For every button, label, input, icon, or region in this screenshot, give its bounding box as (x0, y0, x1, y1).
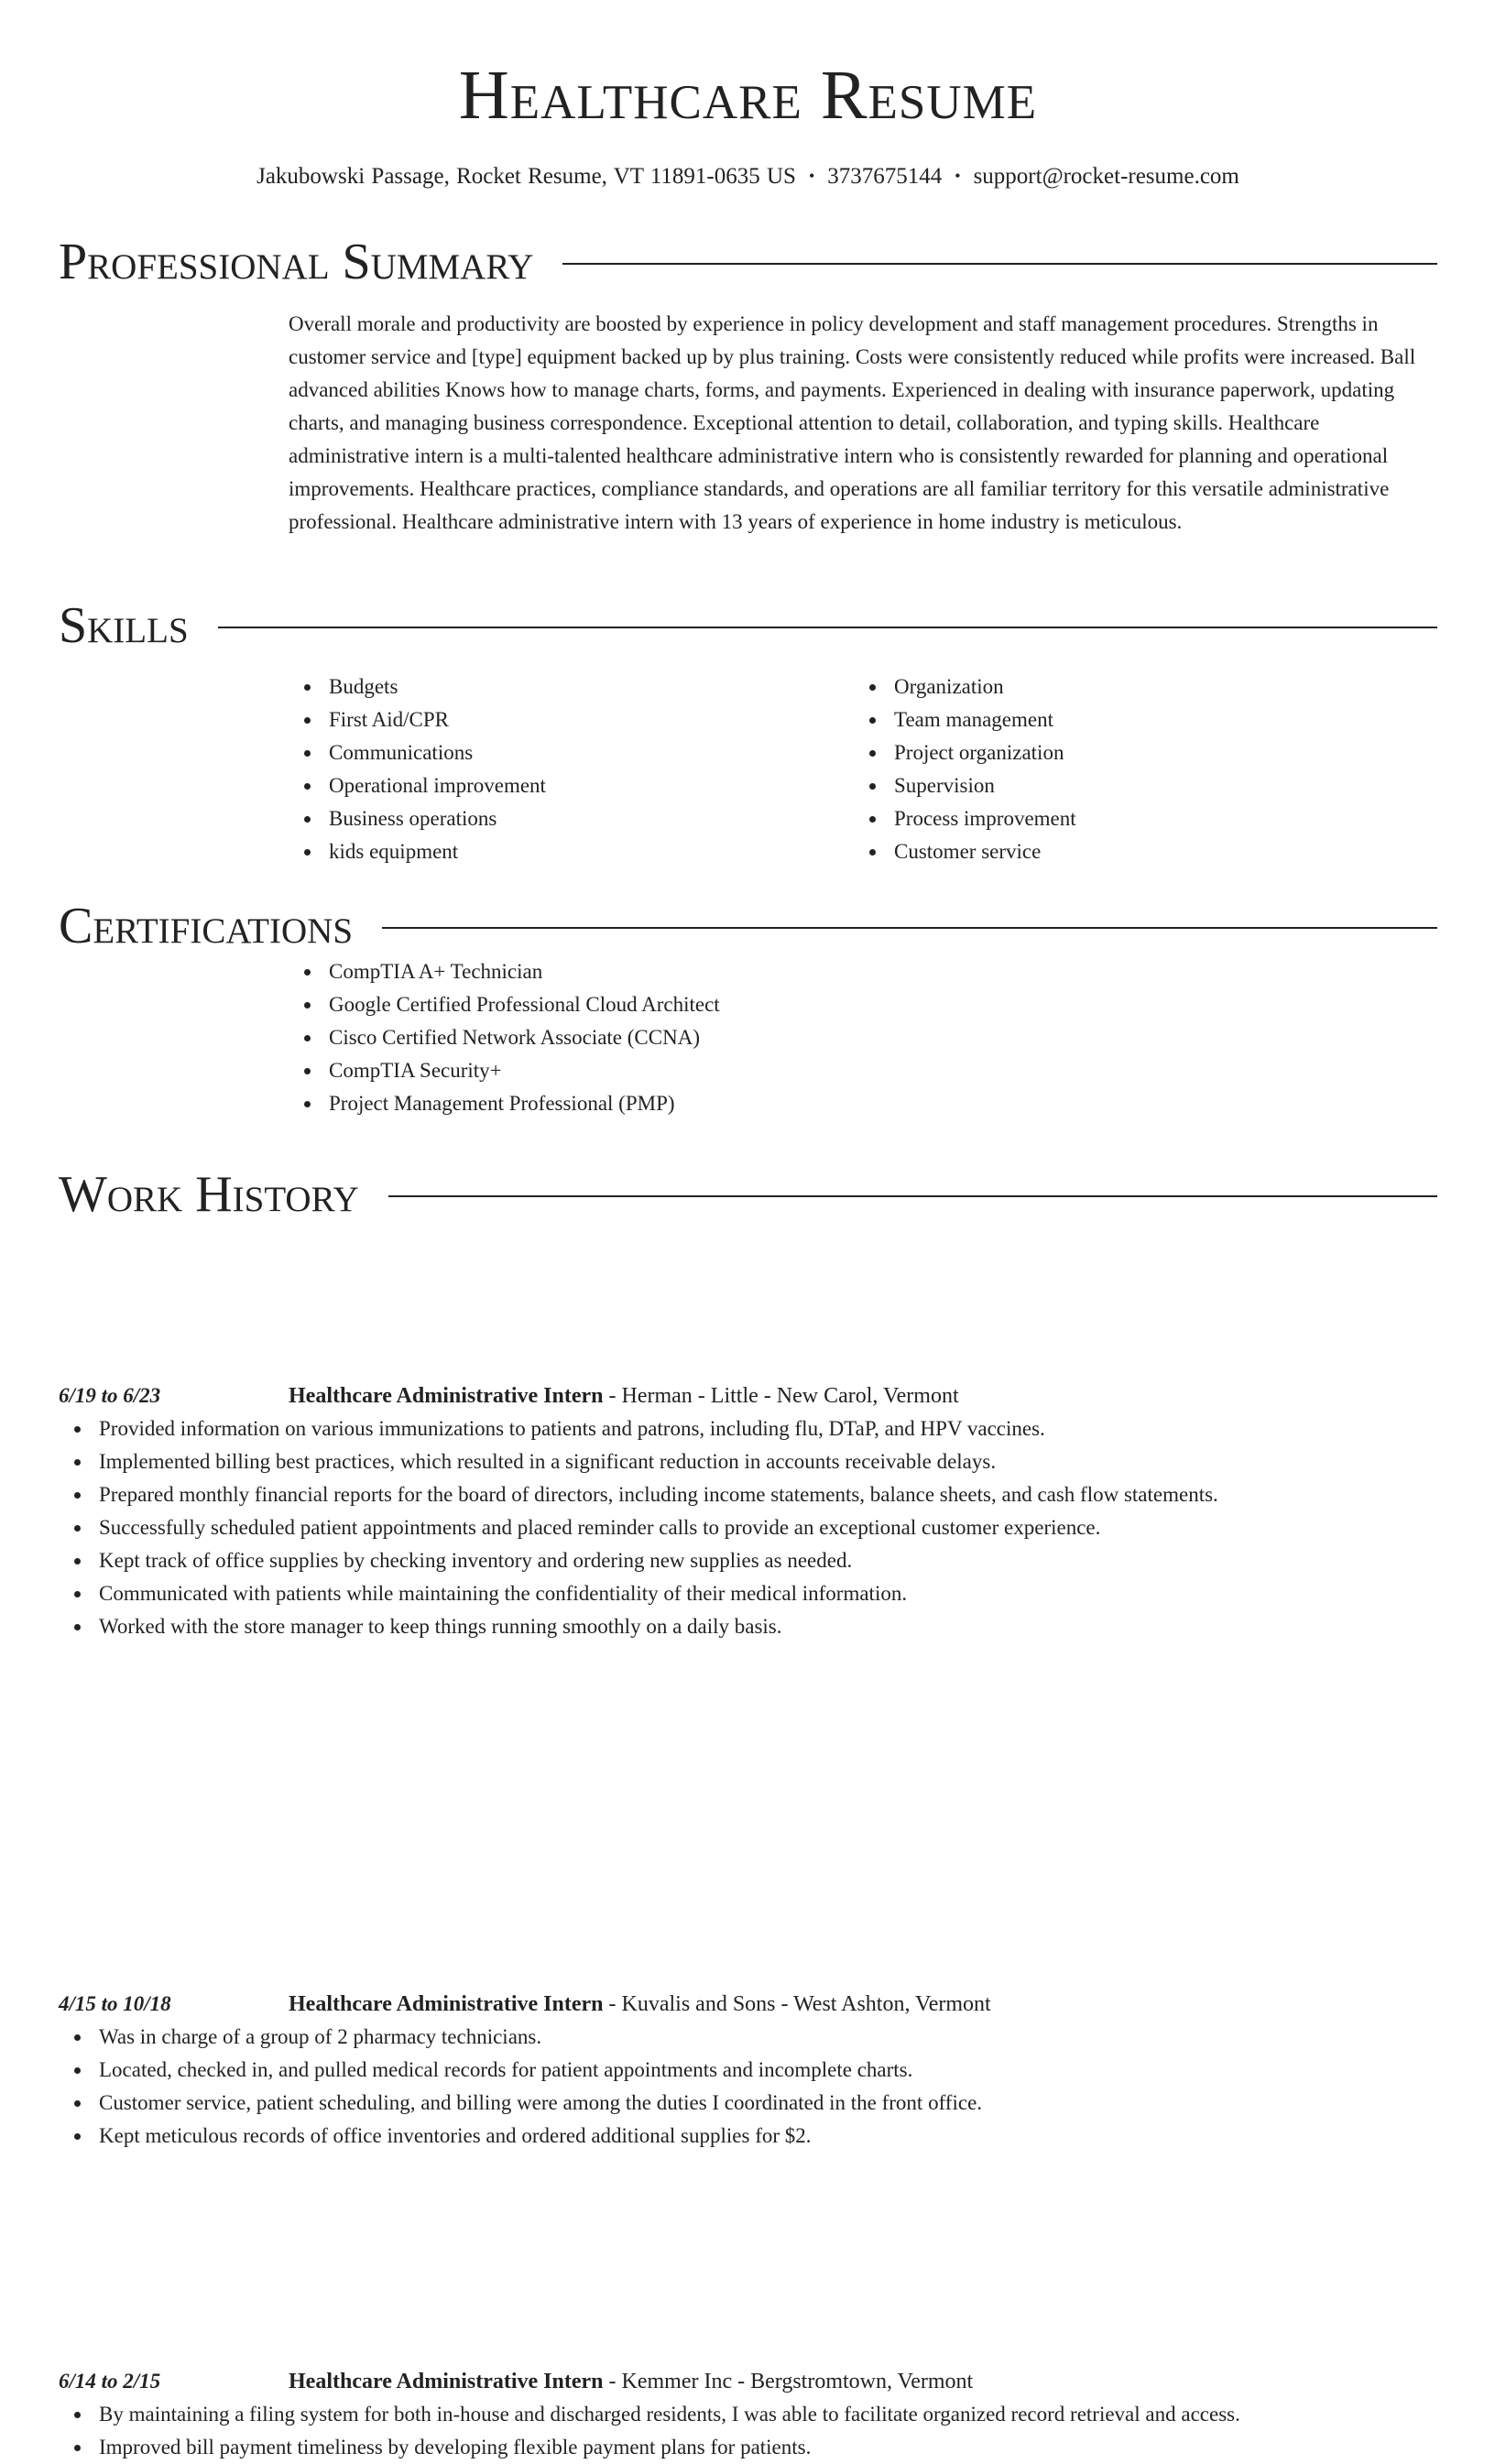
section-divider (218, 627, 1437, 628)
job-duty: Successfully scheduled patient appointments and placed reminder calls to provide an exceptional customer experience. (99, 1511, 1437, 1544)
job-duty: Customer service, patient scheduling, and billing were among the duties I coordinated in the front office. (99, 2087, 1437, 2120)
section-divider (388, 1195, 1437, 1197)
certifications-title: Certifications (59, 898, 354, 954)
job-entry (59, 1988, 1437, 2153)
certification-item: Project Management Professional (PMP) (329, 1087, 1437, 1120)
job-duty: Implemented billing best practices, which resulted in a significant reduction in accounts receivable delays. (99, 1445, 1437, 1478)
skills-list-right (854, 671, 1419, 868)
certifications-heading (59, 897, 1437, 955)
skills-list-left (289, 671, 854, 868)
summary-heading (59, 233, 1437, 291)
skill-item: Budgets (329, 671, 854, 703)
job-duty: Located, checked in, and pulled medical records for patient appointments and incomplete charts. (99, 2054, 1437, 2087)
skills-section (59, 596, 1437, 868)
skill-item: Business operations (329, 802, 854, 835)
certifications-list (289, 955, 1437, 1120)
skill-item: Organization (894, 671, 1419, 703)
section-divider (562, 263, 1437, 265)
job-entry (59, 1379, 1437, 1643)
skill-item: kids equipment (329, 835, 854, 868)
job-duty: Communicated with patients while maintaining the confidentiality of their medical information. (99, 1577, 1437, 1610)
job-dates: 6/14 to 2/15 (59, 2370, 161, 2393)
skills-title: Skills (59, 597, 189, 654)
contact-separator: • (808, 167, 815, 185)
certification-item: CompTIA Security+ (329, 1054, 1437, 1087)
job-duties (59, 1412, 1437, 1643)
skill-item: Communications (329, 736, 854, 769)
contact-line (59, 161, 1437, 191)
contact-separator: • (955, 167, 961, 185)
job-employer-location: - Herman - Little - New Carol, Vermont (603, 1384, 959, 1408)
job-heading (289, 1379, 1437, 1412)
skills-heading (59, 596, 1437, 655)
certification-item: Cisco Certified Network Associate (CCNA) (329, 1021, 1437, 1054)
job-duties (59, 2021, 1437, 2153)
job-duty: Improved bill payment timeliness by developing flexible payment plans for patients. (99, 2431, 1437, 2464)
section-divider (382, 927, 1437, 929)
job-title: Healthcare Administrative Intern (289, 2370, 604, 2393)
skill-item: Customer service (894, 835, 1419, 868)
job-dates: 6/19 to 6/23 (59, 1384, 161, 1407)
job-entry (59, 2365, 1437, 2464)
skill-item: Supervision (894, 769, 1419, 802)
job-duty: By maintaining a filing system for both in-house and discharged residents, I was able to facilitate organized record retrieval and access. (99, 2398, 1437, 2431)
summary-text: Overall morale and productivity are boosted by experience in policy development and staff management procedures. Strengths in customer service and [type] equipment backed up by plus training. Costs were consistently reduced while profits were increased. Ball advanced abilities Knows how to manage charts, forms, and payments. Experienced in dealing with insurance paperwork, updating charts, and managing business correspondence. Exceptional attention to detail, collaboration, and typing skills. Healthcare administrative intern is a multi-talented healthcare administrative intern who is consistently rewarded for planning and operational improvements. Healthcare practices, compliance standards, and operations are all familiar territory for this versatile administrative professional. Healthcare administrative intern with 13 years of experience in home industry is meticulous. (289, 312, 1416, 533)
work-history-heading (59, 1165, 1437, 1224)
job-duty: Was in charge of a group of 2 pharmacy technicians. (99, 2021, 1437, 2054)
certification-item: Google Certified Professional Cloud Architect (329, 988, 1437, 1021)
contact-phone: 3737675144 (827, 164, 943, 189)
contact-address: Jakubowski Passage, Rocket Resume, VT 11891-0635 US (256, 164, 796, 189)
skill-item: Team management (894, 703, 1419, 736)
skill-item: Operational improvement (329, 769, 854, 802)
certification-item: CompTIA A+ Technician (329, 955, 1437, 988)
work-history-section (59, 1165, 1437, 1224)
job-duties (59, 2398, 1437, 2464)
job-duty: Kept track of office supplies by checking inventory and ordering new supplies as needed. (99, 1544, 1437, 1577)
job-title: Healthcare Administrative Intern (289, 1384, 604, 1408)
skill-item: Project organization (894, 736, 1419, 769)
work-history-title: Work History (59, 1166, 359, 1223)
certifications-section (59, 897, 1437, 1120)
skill-item: First Aid/CPR (329, 703, 854, 736)
summary-title: Professional Summary (59, 234, 534, 290)
skills-grid (289, 671, 1437, 868)
job-title: Healthcare Administrative Intern (289, 1992, 604, 2016)
job-duty: Provided information on various immunizations to patients and patrons, including flu, DTaP, and HPV vaccines. (99, 1412, 1437, 1445)
job-duty: Prepared monthly financial reports for the board of directors, including income statements, balance sheets, and cash flow statements. (99, 1478, 1437, 1511)
job-duty: Kept meticulous records of office inventories and ordered additional supplies for $2. (99, 2120, 1437, 2153)
job-duty: Worked with the store manager to keep things running smoothly on a daily basis. (99, 1610, 1437, 1643)
resume-name: Healthcare Resume (458, 57, 1038, 134)
job-heading (289, 2365, 1437, 2398)
job-dates: 4/15 to 10/18 (59, 1992, 171, 2015)
skill-item: Process improvement (894, 802, 1419, 835)
job-heading (289, 1988, 1437, 2021)
job-employer-location: - Kemmer Inc - Bergstromtown, Vermont (603, 2370, 974, 2393)
summary-section (59, 233, 1437, 539)
contact-email[interactable]: support@rocket-resume.com (973, 164, 1239, 189)
job-employer-location: - Kuvalis and Sons - West Ashton, Vermont (603, 1992, 991, 2016)
resume-page (59, 0, 1437, 2459)
